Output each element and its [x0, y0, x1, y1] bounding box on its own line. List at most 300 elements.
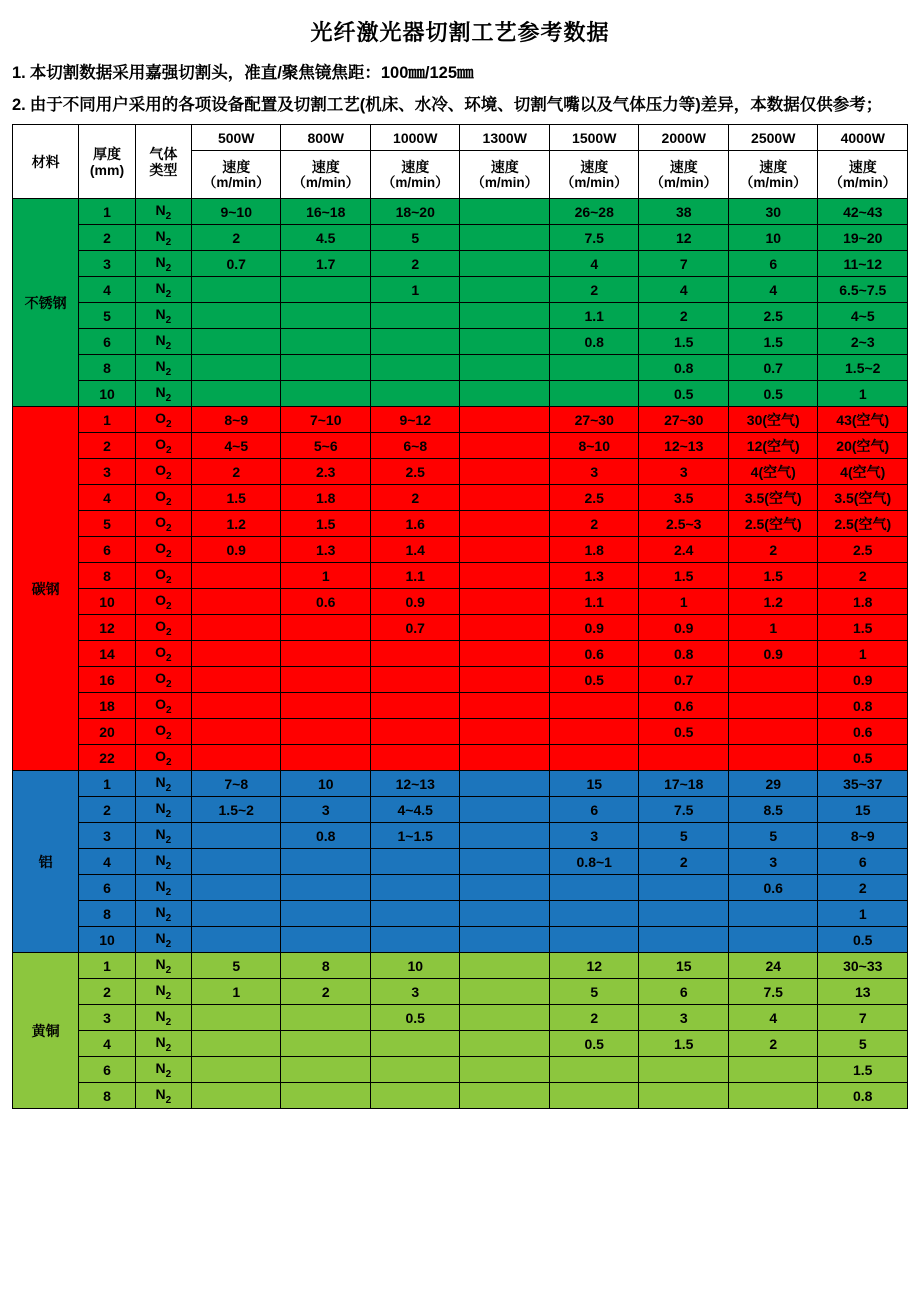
- table-row: [13, 797, 908, 823]
- speed-unit: （m/min）: [471, 174, 539, 190]
- speed-cell: 2: [191, 459, 281, 485]
- thickness-cell: 6: [79, 1057, 135, 1083]
- speed-cell: 2: [639, 303, 729, 329]
- header-power-800w: 800W: [281, 125, 371, 151]
- speed-cell: [191, 823, 281, 849]
- thickness-cell: 4: [79, 277, 135, 303]
- speed-cell: 5: [191, 953, 281, 979]
- gas-type-cell: [135, 303, 191, 329]
- material-cell: 不锈钢: [13, 199, 79, 407]
- gas-symbol: N: [155, 929, 166, 946]
- header-power-2000w: 2000W: [639, 125, 729, 151]
- speed-cell: 4~5: [818, 303, 908, 329]
- speed-cell: [370, 355, 460, 381]
- speed-cell: [460, 797, 550, 823]
- speed-cell: 2: [818, 875, 908, 901]
- speed-cell: [460, 355, 550, 381]
- speed-cell: [460, 745, 550, 771]
- speed-cell: 9~12: [370, 407, 460, 433]
- speed-cell: 8~9: [818, 823, 908, 849]
- speed-cell: [728, 719, 818, 745]
- speed-cell: [370, 849, 460, 875]
- page-title: 光纤激光器切割工艺参考数据: [310, 20, 610, 45]
- thickness-cell: 1: [79, 953, 135, 979]
- gas-type-cell: [135, 199, 191, 225]
- gas-subscript: 2: [165, 834, 172, 846]
- speed-cell: [460, 251, 550, 277]
- speed-cell: 3: [639, 1005, 729, 1031]
- thickness-cell: 1: [79, 199, 135, 225]
- gas-symbol: N: [155, 227, 166, 244]
- speed-cell: [460, 407, 550, 433]
- gas-symbol: N: [155, 305, 166, 322]
- speed-cell: [639, 1057, 729, 1083]
- speed-cell: 0.7: [728, 355, 818, 381]
- speed-cell: 15: [818, 797, 908, 823]
- speed-cell: [281, 667, 371, 693]
- speed-cell: 12~13: [639, 433, 729, 459]
- material-cell: 碳钢: [13, 407, 79, 771]
- speed-cell: 2.5(空气): [818, 511, 908, 537]
- speed-cell: [549, 1057, 639, 1083]
- header-speed-4000w: [818, 151, 908, 199]
- speed-cell: [460, 589, 550, 615]
- speed-cell: [549, 875, 639, 901]
- speed-cell: [191, 875, 281, 901]
- speed-cell: 2: [549, 511, 639, 537]
- speed-cell: [370, 1031, 460, 1057]
- gas-type-cell: [135, 979, 191, 1005]
- gas-type-cell: [135, 693, 191, 719]
- speed-cell: 0.7: [639, 667, 729, 693]
- gas-subscript: 2: [165, 860, 172, 872]
- gas-type-cell: [135, 485, 191, 511]
- speed-cell: 5: [370, 225, 460, 251]
- speed-cell: 0.9: [818, 667, 908, 693]
- speed-cell: 6~8: [370, 433, 460, 459]
- table-row: [13, 303, 908, 329]
- table-row: [13, 693, 908, 719]
- speed-label: 速度: [669, 158, 698, 175]
- gas-type-cell: [135, 1083, 191, 1109]
- speed-cell: [460, 1031, 550, 1057]
- header-gas: [135, 125, 191, 199]
- table-row: [13, 537, 908, 563]
- speed-cell: 0.8~1: [549, 849, 639, 875]
- speed-cell: [460, 485, 550, 511]
- speed-cell: 1.2: [728, 589, 818, 615]
- header-power-4000w: 4000W: [818, 125, 908, 151]
- gas-subscript: 2: [165, 288, 172, 300]
- table-row: [13, 1083, 908, 1109]
- speed-cell: [281, 303, 371, 329]
- speed-cell: [370, 745, 460, 771]
- speed-cell: 7~10: [281, 407, 371, 433]
- note-1-text: 本切割数据采用嘉强切割头，准直/聚焦镜焦距：100㎜/125㎜: [29, 64, 474, 82]
- speed-cell: [191, 1057, 281, 1083]
- speed-cell: 0.5: [639, 719, 729, 745]
- speed-cell: 2~3: [818, 329, 908, 355]
- speed-cell: 2: [728, 537, 818, 563]
- speed-cell: 29: [728, 771, 818, 797]
- speed-cell: 3: [549, 823, 639, 849]
- gas-type-cell: [135, 875, 191, 901]
- speed-cell: [460, 641, 550, 667]
- speed-cell: 4: [728, 1005, 818, 1031]
- speed-cell: 4.5: [281, 225, 371, 251]
- table-row: [13, 1005, 908, 1031]
- thickness-cell: 4: [79, 1031, 135, 1057]
- thickness-cell: 1: [79, 771, 135, 797]
- table-row: [13, 329, 908, 355]
- speed-cell: 0.8: [818, 693, 908, 719]
- gas-type-cell: [135, 563, 191, 589]
- thickness-cell: 3: [79, 459, 135, 485]
- speed-cell: 2: [370, 251, 460, 277]
- speed-cell: 30(空气): [728, 407, 818, 433]
- gas-subscript: 2: [165, 548, 172, 560]
- speed-cell: 17~18: [639, 771, 729, 797]
- speed-cell: 2: [370, 485, 460, 511]
- speed-cell: [460, 875, 550, 901]
- speed-cell: [728, 901, 818, 927]
- speed-cell: 0.5: [728, 381, 818, 407]
- thickness-cell: 2: [79, 979, 135, 1005]
- table-row: [13, 225, 908, 251]
- speed-cell: [281, 1057, 371, 1083]
- speed-cell: 0.8: [639, 641, 729, 667]
- speed-cell: 7.5: [728, 979, 818, 1005]
- speed-cell: 2: [818, 563, 908, 589]
- speed-cell: 0.6: [281, 589, 371, 615]
- gas-subscript: 2: [165, 392, 172, 404]
- gas-subscript: 2: [165, 574, 172, 586]
- speed-cell: 27~30: [639, 407, 729, 433]
- speed-cell: [549, 693, 639, 719]
- speed-cell: [281, 615, 371, 641]
- gas-type-cell: [135, 433, 191, 459]
- speed-cell: 0.6: [728, 875, 818, 901]
- thickness-cell: 2: [79, 433, 135, 459]
- speed-cell: [460, 277, 550, 303]
- speed-cell: [460, 979, 550, 1005]
- gas-symbol: N: [155, 1033, 166, 1050]
- speed-cell: [370, 693, 460, 719]
- speed-cell: [281, 1005, 371, 1031]
- speed-cell: 2: [191, 225, 281, 251]
- speed-cell: 5: [639, 823, 729, 849]
- gas-symbol: O: [155, 409, 166, 426]
- material-cell: 黄铜: [13, 953, 79, 1109]
- thickness-cell: 5: [79, 511, 135, 537]
- speed-cell: [460, 1057, 550, 1083]
- speed-cell: 1.5: [818, 1057, 908, 1083]
- thickness-cell: 1: [79, 407, 135, 433]
- speed-cell: 2.5: [818, 537, 908, 563]
- speed-cell: [191, 615, 281, 641]
- speed-cell: [281, 381, 371, 407]
- gas-type-cell: [135, 849, 191, 875]
- speed-cell: 1.8: [281, 485, 371, 511]
- table-row: [13, 953, 908, 979]
- speed-cell: 7: [639, 251, 729, 277]
- thickness-cell: 2: [79, 797, 135, 823]
- table-row: [13, 927, 908, 953]
- speed-cell: 1.5: [728, 329, 818, 355]
- speed-cell: 8~9: [191, 407, 281, 433]
- speed-cell: 4: [728, 277, 818, 303]
- gas-subscript: 2: [165, 444, 172, 456]
- table-row: [13, 771, 908, 797]
- speed-cell: 4~4.5: [370, 797, 460, 823]
- thickness-cell: 5: [79, 303, 135, 329]
- header-power-500w: 500W: [191, 125, 281, 151]
- gas-subscript: 2: [165, 236, 172, 248]
- speed-cell: 11~12: [818, 251, 908, 277]
- speed-unit: （m/min）: [829, 174, 897, 190]
- gas-symbol: N: [155, 331, 166, 348]
- speed-cell: 2.5: [549, 485, 639, 511]
- speed-cell: 0.8: [639, 355, 729, 381]
- table-row: [13, 823, 908, 849]
- speed-cell: 3: [728, 849, 818, 875]
- speed-cell: 12(空气): [728, 433, 818, 459]
- speed-cell: 0.9: [639, 615, 729, 641]
- gas-symbol: O: [155, 435, 166, 452]
- speed-cell: [460, 771, 550, 797]
- gas-subscript: 2: [165, 704, 172, 716]
- speed-cell: [460, 927, 550, 953]
- speed-cell: 2: [728, 1031, 818, 1057]
- speed-cell: [460, 1083, 550, 1109]
- speed-cell: [639, 901, 729, 927]
- speed-cell: 2.5(空气): [728, 511, 818, 537]
- speed-cell: 30: [728, 199, 818, 225]
- table-row: [13, 407, 908, 433]
- gas-type-cell: [135, 511, 191, 537]
- thickness-cell: 6: [79, 329, 135, 355]
- speed-cell: 5: [549, 979, 639, 1005]
- speed-cell: [281, 277, 371, 303]
- speed-cell: 0.9: [370, 589, 460, 615]
- speed-cell: [281, 901, 371, 927]
- speed-cell: [460, 381, 550, 407]
- header-speed-1300w: [460, 151, 550, 199]
- gas-symbol: O: [155, 591, 166, 608]
- speed-cell: 20(空气): [818, 433, 908, 459]
- speed-cell: 42~43: [818, 199, 908, 225]
- speed-cell: 1.3: [549, 563, 639, 589]
- header-speed-1500w: [549, 151, 639, 199]
- gas-subscript: 2: [165, 1042, 172, 1054]
- speed-cell: 0.8: [549, 329, 639, 355]
- speed-cell: [281, 719, 371, 745]
- speed-cell: 3: [370, 979, 460, 1005]
- speed-cell: [191, 303, 281, 329]
- gas-type-cell: [135, 901, 191, 927]
- thickness-cell: 2: [79, 225, 135, 251]
- note-1-number: 1.: [12, 64, 26, 82]
- speed-cell: 4: [639, 277, 729, 303]
- speed-cell: 0.7: [370, 615, 460, 641]
- speed-cell: [549, 355, 639, 381]
- speed-label: 速度: [759, 158, 788, 175]
- gas-type-cell: [135, 589, 191, 615]
- speed-cell: [191, 381, 281, 407]
- speed-cell: 0.6: [639, 693, 729, 719]
- table-row: [13, 1057, 908, 1083]
- speed-cell: 38: [639, 199, 729, 225]
- thickness-cell: 18: [79, 693, 135, 719]
- speed-cell: [549, 901, 639, 927]
- speed-cell: 1: [818, 641, 908, 667]
- thickness-cell: 8: [79, 563, 135, 589]
- speed-cell: 0.5: [818, 745, 908, 771]
- speed-cell: [281, 355, 371, 381]
- gas-subscript: 2: [165, 808, 172, 820]
- speed-unit: （m/min）: [292, 174, 360, 190]
- speed-cell: 1.5: [639, 563, 729, 589]
- speed-cell: 1.5: [639, 329, 729, 355]
- gas-type-cell: [135, 251, 191, 277]
- gas-type-cell: [135, 1031, 191, 1057]
- table-row: [13, 459, 908, 485]
- gas-symbol: O: [155, 461, 166, 478]
- speed-cell: 1.4: [370, 537, 460, 563]
- thickness-cell: 14: [79, 641, 135, 667]
- speed-cell: [191, 1005, 281, 1031]
- gas-symbol: N: [155, 851, 166, 868]
- speed-cell: [191, 329, 281, 355]
- note-1: [12, 61, 908, 87]
- speed-cell: [460, 615, 550, 641]
- gas-type-cell: [135, 615, 191, 641]
- gas-type-cell: [135, 1005, 191, 1031]
- table-row: [13, 849, 908, 875]
- thickness-cell: 8: [79, 1083, 135, 1109]
- speed-cell: 7~8: [191, 771, 281, 797]
- header-speed-2000w: [639, 151, 729, 199]
- gas-symbol: N: [155, 1085, 166, 1102]
- speed-cell: 1.2: [191, 511, 281, 537]
- header-thickness-line1: 厚度: [93, 145, 122, 162]
- table-row: [13, 979, 908, 1005]
- gas-type-cell: [135, 745, 191, 771]
- table-row: [13, 615, 908, 641]
- speed-cell: 1~1.5: [370, 823, 460, 849]
- speed-cell: 1: [191, 979, 281, 1005]
- speed-cell: [549, 719, 639, 745]
- gas-symbol: N: [155, 1007, 166, 1024]
- speed-label: 速度: [490, 158, 519, 175]
- header-speed-500w: [191, 151, 281, 199]
- speed-cell: [728, 745, 818, 771]
- thickness-cell: 8: [79, 355, 135, 381]
- speed-cell: [460, 537, 550, 563]
- speed-cell: 0.7: [191, 251, 281, 277]
- note-2: [12, 93, 908, 119]
- speed-cell: [460, 1005, 550, 1031]
- speed-cell: 8.5: [728, 797, 818, 823]
- speed-cell: 43(空气): [818, 407, 908, 433]
- gas-type-cell: [135, 1057, 191, 1083]
- speed-cell: 13: [818, 979, 908, 1005]
- thickness-cell: 3: [79, 823, 135, 849]
- material-cell: 铝: [13, 771, 79, 953]
- speed-cell: 0.9: [549, 615, 639, 641]
- speed-cell: [281, 329, 371, 355]
- speed-cell: 12: [549, 953, 639, 979]
- speed-cell: 1: [281, 563, 371, 589]
- gas-subscript: 2: [165, 210, 172, 222]
- speed-cell: 3.5(空气): [728, 485, 818, 511]
- speed-cell: 7: [818, 1005, 908, 1031]
- speed-cell: [549, 927, 639, 953]
- gas-symbol: O: [155, 487, 166, 504]
- thickness-cell: 10: [79, 927, 135, 953]
- gas-symbol: O: [155, 539, 166, 556]
- speed-cell: 2: [549, 277, 639, 303]
- gas-symbol: N: [155, 253, 166, 270]
- thickness-cell: 6: [79, 875, 135, 901]
- table-row: [13, 1031, 908, 1057]
- table-row: [13, 381, 908, 407]
- speed-cell: [370, 667, 460, 693]
- speed-cell: [549, 745, 639, 771]
- speed-cell: 3.5(空气): [818, 485, 908, 511]
- thickness-cell: 20: [79, 719, 135, 745]
- gas-subscript: 2: [165, 626, 172, 638]
- gas-type-cell: [135, 537, 191, 563]
- speed-cell: [728, 693, 818, 719]
- speed-cell: [460, 303, 550, 329]
- speed-cell: 4(空气): [818, 459, 908, 485]
- gas-subscript: 2: [165, 990, 172, 1002]
- speed-cell: 7.5: [639, 797, 729, 823]
- speed-cell: 6: [818, 849, 908, 875]
- gas-subscript: 2: [165, 756, 172, 768]
- speed-cell: 1.7: [281, 251, 371, 277]
- speed-cell: [370, 901, 460, 927]
- speed-cell: 1.8: [549, 537, 639, 563]
- speed-cell: 35~37: [818, 771, 908, 797]
- table-row: [13, 589, 908, 615]
- speed-label: 速度: [848, 158, 877, 175]
- header-power-1300w: 1300W: [460, 125, 550, 151]
- speed-cell: [281, 745, 371, 771]
- speed-cell: 2: [549, 1005, 639, 1031]
- thickness-cell: 8: [79, 901, 135, 927]
- gas-symbol: O: [155, 513, 166, 530]
- speed-cell: 19~20: [818, 225, 908, 251]
- speed-unit: （m/min）: [739, 174, 807, 190]
- gas-symbol: N: [155, 825, 166, 842]
- speed-cell: [370, 719, 460, 745]
- speed-cell: 24: [728, 953, 818, 979]
- speed-cell: 4: [549, 251, 639, 277]
- speed-cell: 26~28: [549, 199, 639, 225]
- speed-cell: [191, 927, 281, 953]
- thickness-cell: 4: [79, 485, 135, 511]
- speed-cell: [460, 667, 550, 693]
- speed-cell: [460, 563, 550, 589]
- speed-cell: [370, 1057, 460, 1083]
- speed-cell: [370, 329, 460, 355]
- speed-cell: 1.5~2: [191, 797, 281, 823]
- speed-cell: [281, 693, 371, 719]
- speed-cell: 2.5: [370, 459, 460, 485]
- header-power-2500w: 2500W: [728, 125, 818, 151]
